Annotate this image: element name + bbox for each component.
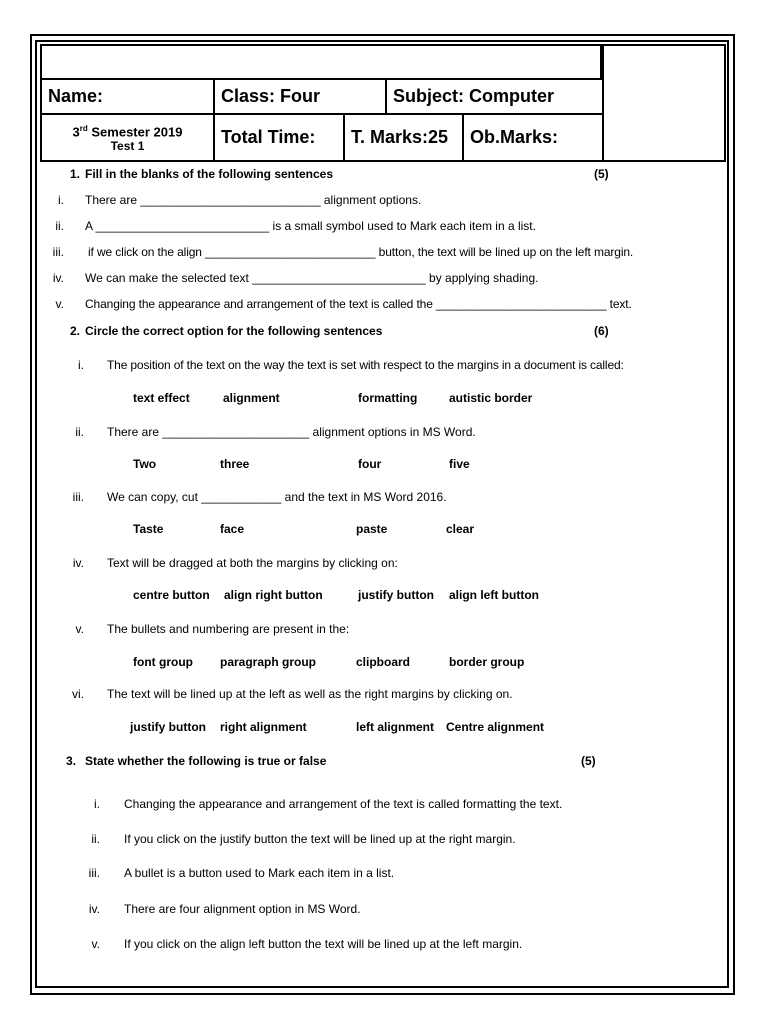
q3-item-text: If you click on the justify button the text will be lined up at the right margin. <box>124 832 516 846</box>
q2-option: align left button <box>449 588 539 602</box>
header-blank-cell <box>40 44 602 80</box>
q1-item-text: A __________________________ is a small symbol used to Mark each item in a list. <box>85 219 536 233</box>
q2-marks: (6) <box>594 324 609 338</box>
q2-option: Centre alignment <box>446 720 545 734</box>
q1-item-num: v. <box>55 297 64 311</box>
q2-item-num: ii. <box>75 425 84 439</box>
q2-option: paragraph group <box>220 655 317 669</box>
q3-item-num: ii. <box>91 832 100 846</box>
q2-option: right alignment <box>220 720 307 734</box>
q2-option: five <box>449 457 470 471</box>
q1-item-num: iv. <box>52 271 64 285</box>
q1-item-text: There are ___________________________ alignment options. <box>85 193 422 207</box>
q3-marks: (5) <box>581 754 596 768</box>
q2-option: four <box>358 457 382 471</box>
q3-item-num: v. <box>91 937 100 951</box>
subject-cell <box>385 78 604 115</box>
subject-label: Subject: Computer <box>393 86 555 106</box>
q2-option: autistic border <box>449 391 533 405</box>
name-cell <box>40 78 215 115</box>
q2-option: font group <box>133 655 193 669</box>
q2-option: clear <box>446 522 475 536</box>
q2-option: border group <box>449 655 525 669</box>
semester-number: 3 <box>72 124 80 140</box>
q1-title: Fill in the blanks of the following sentences <box>85 167 334 181</box>
q3-title: State whether the following is true or false <box>85 754 327 768</box>
class-cell <box>213 78 387 115</box>
q1-marks: (5) <box>594 167 609 181</box>
semester-cell <box>40 113 215 162</box>
header-right-box <box>602 44 726 162</box>
test-label: Test 1 <box>110 139 145 154</box>
q1-number: 1. <box>69 167 80 181</box>
q2-option: clipboard <box>356 655 411 669</box>
class-label: Class: Four <box>221 86 321 106</box>
ob-marks-label: Ob.Marks: <box>470 127 559 147</box>
q3-number: 3. <box>65 754 76 768</box>
q2-item-num: vi. <box>72 687 84 701</box>
total-time-label: Total Time: <box>221 127 316 147</box>
q1-item-text: We can make the selected text __________________________ by applying shading. <box>85 271 539 285</box>
q2-option: paste <box>356 522 388 536</box>
q3-item-text: There are four alignment option in MS Word. <box>124 902 361 916</box>
q2-option: centre button <box>133 588 210 602</box>
q1-item-text: if we click on the align __________________________ button, the text will be lined up on the left margin. <box>88 245 634 259</box>
q3-item-text: If you click on the align left button the text will be lined up at the left margin. <box>124 937 523 951</box>
q2-option: Taste <box>133 522 164 536</box>
q2-option: justify button <box>130 720 206 734</box>
ob-marks-cell <box>462 113 604 162</box>
q2-option: formatting <box>358 391 418 405</box>
total-time-cell <box>213 113 345 162</box>
q2-option: align right button <box>224 588 323 602</box>
q2-item-num: iv. <box>72 556 84 570</box>
q2-option: Two <box>133 457 157 471</box>
q2-item-num: v. <box>75 622 84 636</box>
q2-option: left alignment <box>356 720 435 734</box>
q2-number: 2. <box>69 324 80 338</box>
semester-label: Semester 2019 <box>87 124 183 140</box>
q2-option: face <box>220 522 245 536</box>
q1-item-text: Changing the appearance and arrangement of the text is called the __________________________ text. <box>85 297 632 311</box>
q3-item-text: A bullet is a button used to Mark each item in a list. <box>124 866 395 880</box>
q2-title: Circle the correct option for the following sentences <box>85 324 383 338</box>
q2-item-text: There are ______________________ alignment options in MS Word. <box>107 425 476 439</box>
q1-item-num: ii. <box>55 219 64 233</box>
q2-option: text effect <box>133 391 190 405</box>
q1-item-num: iii. <box>52 245 64 259</box>
q2-item-text: We can copy, cut ____________ and the text in MS Word 2016. <box>107 490 447 504</box>
q2-item-num: i. <box>78 358 84 372</box>
q1-item-num: i. <box>58 193 64 207</box>
q2-option: justify button <box>358 588 434 602</box>
q3-item-num: iv. <box>88 902 100 916</box>
t-marks-label: T. Marks:25 <box>351 127 449 147</box>
q2-item-text: The text will be lined up at the left as well as the right margins by clicking on. <box>107 687 513 701</box>
q2-item-text: The bullets and numbering are present in the: <box>107 622 350 636</box>
q3-item-num: iii. <box>88 866 100 880</box>
q3-item-text: Changing the appearance and arrangement of the text is called formatting the text. <box>124 797 563 811</box>
q2-option: three <box>220 457 250 471</box>
name-label: Name: <box>48 86 104 106</box>
q3-item-num: i. <box>94 797 100 811</box>
q2-item-num: iii. <box>72 490 84 504</box>
q2-item-text: Text will be dragged at both the margins by clicking on: <box>107 556 398 570</box>
semester-ordinal: rd <box>79 123 88 133</box>
q2-item-text: The position of the text on the way the text is set with respect to the margins in a document is called: <box>107 358 624 372</box>
t-marks-cell <box>343 113 464 162</box>
q2-option: alignment <box>223 391 280 405</box>
